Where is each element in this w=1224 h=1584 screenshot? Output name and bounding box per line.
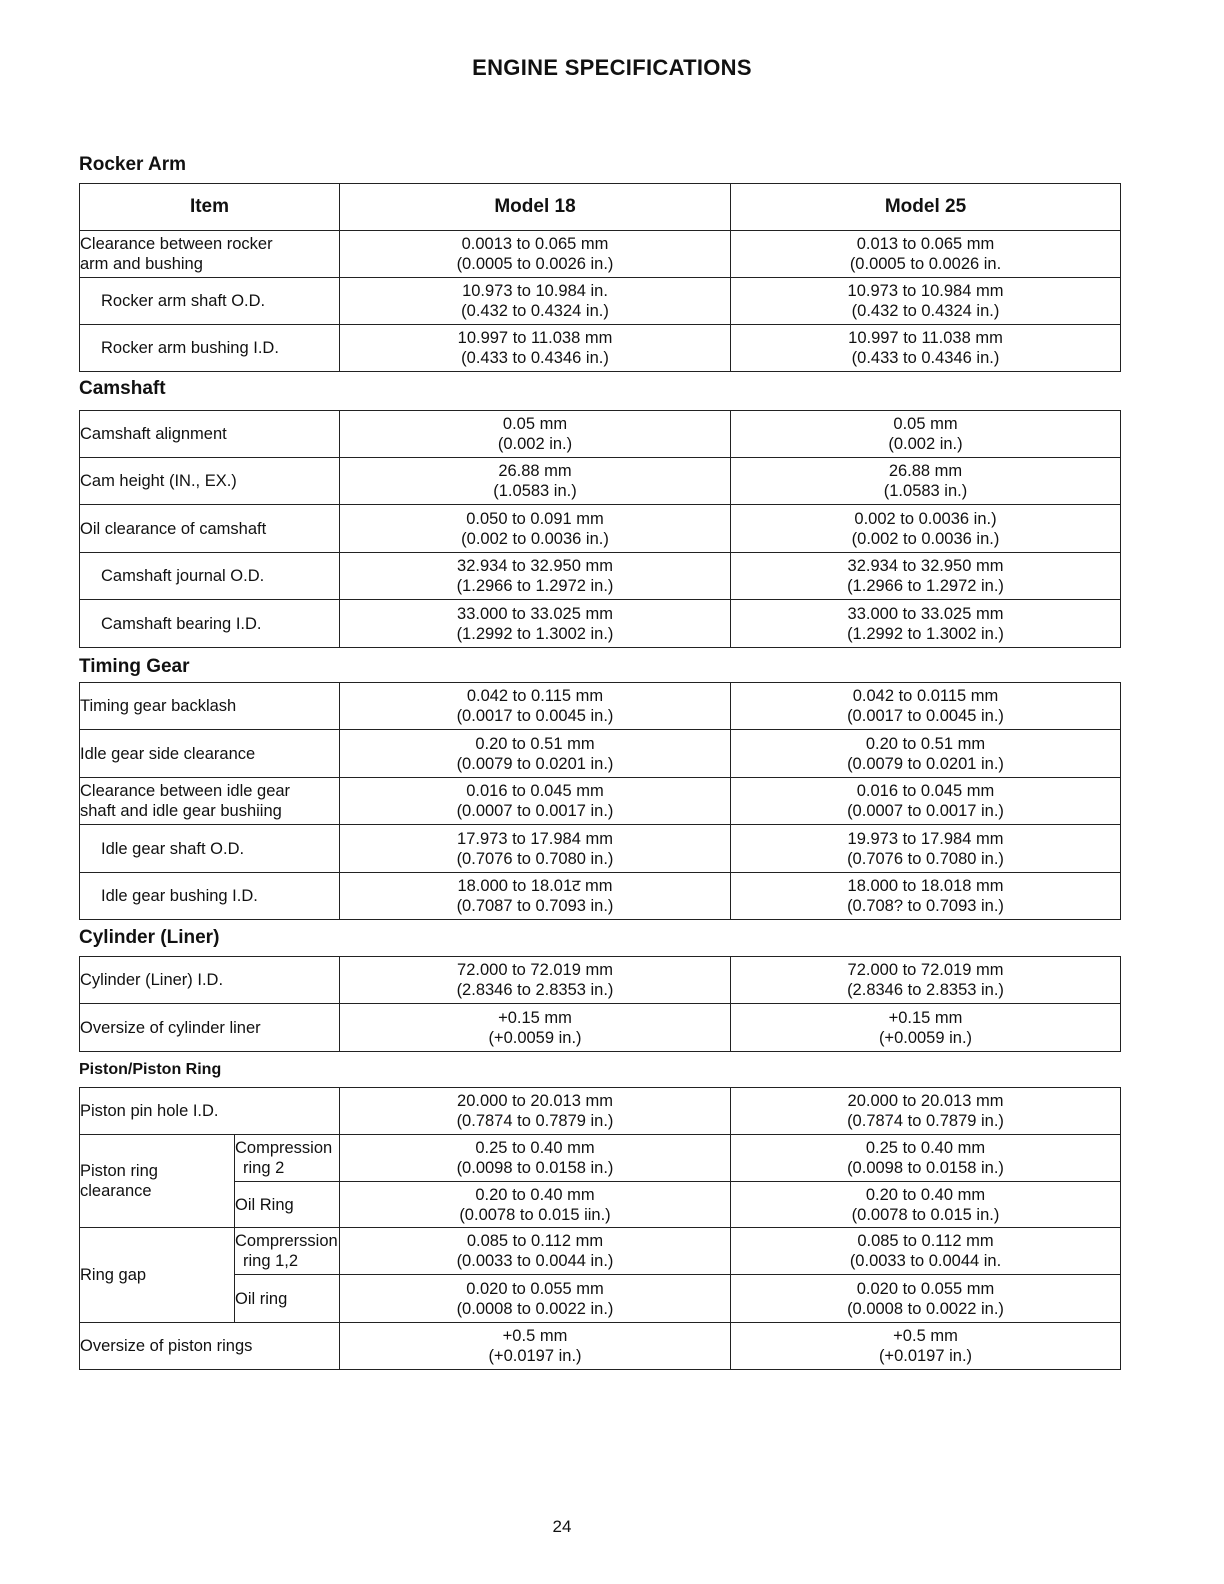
- table-row: [80, 957, 1121, 1004]
- table-row: [80, 825, 1121, 873]
- row-item: Rocker arm bushing I.D.: [80, 325, 340, 372]
- table-row: [80, 600, 1121, 648]
- row-item: Camshaft bearing I.D.: [80, 600, 340, 648]
- row-item: Cam height (IN., EX.): [80, 458, 340, 505]
- row-item: Oversize of piston rings: [80, 1323, 340, 1370]
- row-item: Clearance between rocker arm and bushing: [80, 231, 340, 278]
- row-value-model-25: 33.000 to 33.025 mm (1.2992 to 1.3002 in.): [731, 600, 1121, 648]
- row-value-model-18: 33.000 to 33.025 mm (1.2992 to 1.3002 in.): [340, 600, 731, 648]
- row-value-model-18: 0.20 to 0.51 mm (0.0079 to 0.0201 in.): [340, 730, 731, 778]
- table-row: [80, 683, 1121, 730]
- header-item: Item: [80, 184, 340, 231]
- table-row: [80, 411, 1121, 458]
- row-item: Rocker arm shaft O.D.: [80, 278, 340, 325]
- row-value-model-18: +0.5 mm (+0.0197 in.): [340, 1323, 731, 1370]
- row-value-model-18: 0.050 to 0.091 mm (0.002 to 0.0036 in.): [340, 505, 731, 553]
- row-value-model-18: 0.05 mm (0.002 in.): [340, 411, 731, 458]
- row-value-model-18: 0.016 to 0.045 mm (0.0007 to 0.0017 in.): [340, 778, 731, 825]
- header-model-25: Model 25: [731, 184, 1121, 231]
- row-value-model-25: 0.020 to 0.055 mm (0.0008 to 0.0022 in.): [731, 1275, 1121, 1323]
- row-value-model-25: 10.997 to 11.038 mm (0.433 to 0.4346 in.): [731, 325, 1121, 372]
- section-title-timing-gear: Timing Gear: [79, 656, 190, 677]
- row-value-model-25: 0.085 to 0.112 mm (0.0033 to 0.0044 in.: [731, 1228, 1121, 1275]
- page-title: ENGINE SPECIFICATIONS: [472, 55, 752, 80]
- table-row: [80, 1088, 1121, 1135]
- table-row: [80, 458, 1121, 505]
- row-item: Camshaft journal O.D.: [80, 553, 340, 600]
- row-value-model-18: 17.973 to 17.984 mm (0.7076 to 0.7080 in.): [340, 825, 731, 873]
- table-row: [80, 553, 1121, 600]
- row-value-model-18: 10.997 to 11.038 mm (0.433 to 0.4346 in.): [340, 325, 731, 372]
- row-value-model-25: 72.000 to 72.019 mm (2.8346 to 2.8353 in.): [731, 957, 1121, 1004]
- row-value-model-18: 10.973 to 10.984 in. (0.432 to 0.4324 in.): [340, 278, 731, 325]
- row-value-model-18: +0.15 mm (+0.0059 in.): [340, 1004, 731, 1052]
- cylinder-liner-table: [79, 956, 1121, 1052]
- row-value-model-25: 10.973 to 10.984 mm (0.432 to 0.4324 in.): [731, 278, 1121, 325]
- row-value-model-25: 0.20 to 0.40 mm (0.0078 to 0.015 in.): [731, 1182, 1121, 1228]
- rocker-arm-table: [79, 183, 1121, 372]
- row-value-model-25: 32.934 to 32.950 mm (1.2966 to 1.2972 in.): [731, 553, 1121, 600]
- row-value-model-25: 20.000 to 20.013 mm (0.7874 to 0.7879 in.): [731, 1088, 1121, 1135]
- table-row: [80, 1004, 1121, 1052]
- row-value-model-18: 20.000 to 20.013 mm (0.7874 to 0.7879 in.): [340, 1088, 731, 1135]
- row-value-model-18: 26.88 mm (1.0583 in.): [340, 458, 731, 505]
- row-item: Oversize of cylinder liner: [80, 1004, 340, 1052]
- page-number: 24: [552, 1517, 572, 1536]
- row-value-model-18: 0.042 to 0.115 mm (0.0017 to 0.0045 in.): [340, 683, 731, 730]
- row-value-model-25: 0.002 to 0.0036 in.) (0.002 to 0.0036 in.): [731, 505, 1121, 553]
- row-item: Idle gear side clearance: [80, 730, 340, 778]
- table-row: [80, 1323, 1121, 1370]
- row-item: Timing gear backlash: [80, 683, 340, 730]
- table-row: [80, 1228, 1121, 1275]
- table-row: [80, 278, 1121, 325]
- table-row: [80, 1182, 1121, 1228]
- row-value-model-25: 26.88 mm (1.0583 in.): [731, 458, 1121, 505]
- row-item: Idle gear bushing I.D.: [80, 873, 340, 920]
- row-item: Piston pin hole I.D.: [80, 1088, 340, 1135]
- row-subitem: Oil Ring: [235, 1182, 340, 1228]
- table-row: [80, 730, 1121, 778]
- row-value-model-25: 0.20 to 0.51 mm (0.0079 to 0.0201 in.): [731, 730, 1121, 778]
- row-value-model-25: +0.15 mm (+0.0059 in.): [731, 1004, 1121, 1052]
- row-value-model-25: 0.013 to 0.065 mm (0.0005 to 0.0026 in.: [731, 231, 1121, 278]
- section-title-rocker-arm: Rocker Arm: [79, 154, 187, 175]
- camshaft-table: [79, 410, 1121, 648]
- row-value-model-18: 0.020 to 0.055 mm (0.0008 to 0.0022 in.): [340, 1275, 731, 1323]
- row-value-model-18: 18.000 to 18.01ट mm (0.7087 to 0.7093 in.): [340, 873, 731, 920]
- section-title-cylinder-liner: Cylinder (Liner): [79, 927, 220, 948]
- table-row: [80, 1135, 1121, 1182]
- row-value-model-25: +0.5 mm (+0.0197 in.): [731, 1323, 1121, 1370]
- row-value-model-25: 18.000 to 18.018 mm (0.708? to 0.7093 in.): [731, 873, 1121, 920]
- section-title-camshaft: Camshaft: [79, 378, 166, 399]
- row-item: Cylinder (Liner) I.D.: [80, 957, 340, 1004]
- row-item: Idle gear shaft O.D.: [80, 825, 340, 873]
- row-item: Piston ring clearance: [80, 1135, 235, 1228]
- row-value-model-18: 72.000 to 72.019 mm (2.8346 to 2.8353 in.): [340, 957, 731, 1004]
- row-item: Ring gap: [80, 1228, 235, 1323]
- row-value-model-18: 0.20 to 0.40 mm (0.0078 to 0.015 iin.): [340, 1182, 731, 1228]
- row-value-model-18: 0.085 to 0.112 mm (0.0033 to 0.0044 in.): [340, 1228, 731, 1275]
- row-value-model-25: 0.05 mm (0.002 in.): [731, 411, 1121, 458]
- table-row: [80, 231, 1121, 278]
- row-item: Clearance between idle gear shaft and idle gear bushiing: [80, 778, 340, 825]
- row-value-model-18: 0.0013 to 0.065 mm (0.0005 to 0.0026 in.): [340, 231, 731, 278]
- row-value-model-25: 0.042 to 0.0115 mm (0.0017 to 0.0045 in.): [731, 683, 1121, 730]
- table-row: [80, 873, 1121, 920]
- section-title-piston-ring: Piston/Piston Ring: [79, 1061, 222, 1078]
- timing-gear-table: [79, 682, 1121, 920]
- row-subitem: Oil ring: [235, 1275, 340, 1323]
- header-model-18: Model 18: [340, 184, 731, 231]
- table-row: [80, 325, 1121, 372]
- table-row: [80, 778, 1121, 825]
- row-value-model-25: 0.25 to 0.40 mm (0.0098 to 0.0158 in.): [731, 1135, 1121, 1182]
- table-row: [80, 1275, 1121, 1323]
- piston-ring-table: [79, 1087, 1121, 1370]
- row-subitem: Comprerssion ring 1,2: [235, 1228, 340, 1275]
- row-value-model-25: 19.973 to 17.984 mm (0.7076 to 0.7080 in.): [731, 825, 1121, 873]
- table-row: [80, 505, 1121, 553]
- row-subitem: Compression ring 2: [235, 1135, 340, 1182]
- row-item: Oil clearance of camshaft: [80, 505, 340, 553]
- row-value-model-25: 0.016 to 0.045 mm (0.0007 to 0.0017 in.): [731, 778, 1121, 825]
- row-item: Camshaft alignment: [80, 411, 340, 458]
- row-value-model-18: 32.934 to 32.950 mm (1.2966 to 1.2972 in.): [340, 553, 731, 600]
- row-value-model-18: 0.25 to 0.40 mm (0.0098 to 0.0158 in.): [340, 1135, 731, 1182]
